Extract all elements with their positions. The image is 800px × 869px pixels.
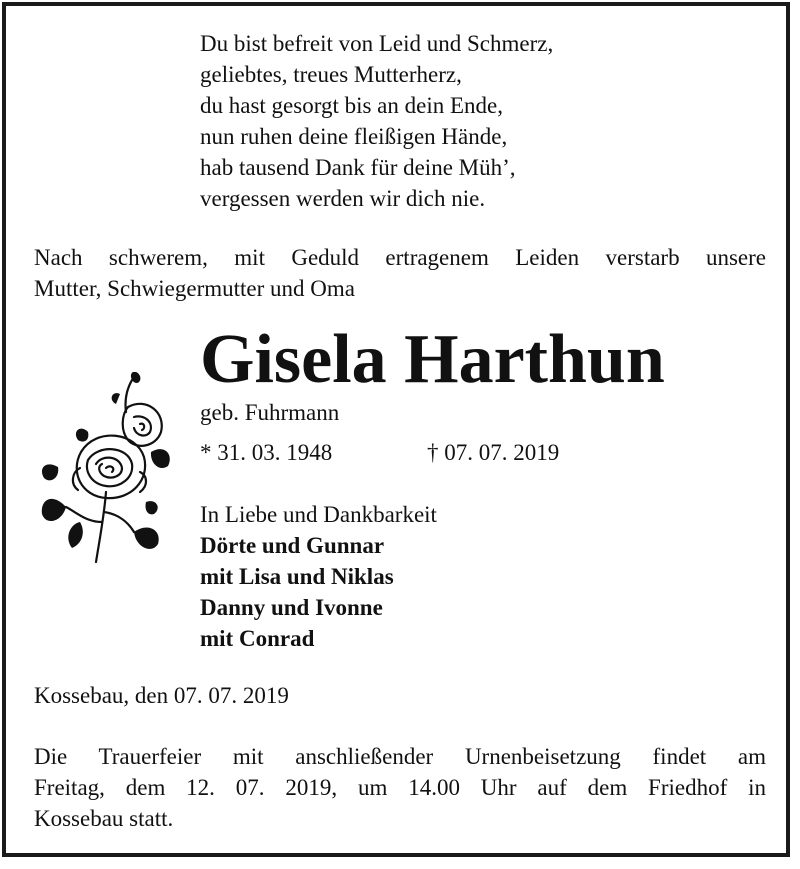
- birth-date: * 31. 03. 1948: [200, 440, 333, 465]
- mourner-name: Dörte und Gunnar: [200, 533, 385, 558]
- poem-line: hab tausend Dank für deine Müh’,: [200, 155, 516, 180]
- poem: [200, 28, 553, 214]
- maiden-name: geb. Fuhrmann: [200, 400, 340, 425]
- mourners-intro: In Liebe und Dankbarkeit: [200, 502, 437, 527]
- funeral-line: Die Trauerfeier mit anschließender Urnenbeisetzung findet am: [34, 744, 766, 769]
- poem-line: geliebtes, treues Mutterherz,: [200, 62, 462, 87]
- place-date: Kossebau, den 07. 07. 2019: [34, 683, 289, 708]
- mourner-name: mit Conrad: [200, 626, 315, 651]
- poem-line: vergessen werden wir dich nie.: [200, 186, 486, 211]
- funeral-line: Kossebau statt.: [34, 806, 174, 831]
- rose-icon: [36, 372, 176, 572]
- death-date: † 07. 07. 2019: [427, 440, 560, 465]
- poem-line: nun ruhen deine fleißigen Hände,: [200, 124, 508, 149]
- poem-line: du hast gesorgt bis an dein Ende,: [200, 93, 503, 118]
- poem-line: Du bist befreit von Leid und Schmerz,: [200, 31, 554, 56]
- death-announcement: [34, 242, 766, 304]
- funeral-line: Freitag, dem 12. 07. 2019, um 14.00 Uhr auf dem Friedhof in: [34, 775, 766, 800]
- announcement-line: Mutter, Schwiegermutter und Oma: [34, 276, 356, 301]
- funeral-notice: [34, 741, 766, 834]
- deceased-name: Gisela Harthun: [200, 321, 665, 398]
- mourners-block: [200, 499, 437, 654]
- life-dates: [200, 438, 559, 468]
- mourner-name: mit Lisa und Niklas: [200, 564, 394, 589]
- mourner-name: Danny und Ivonne: [200, 595, 383, 620]
- announcement-line: Nach schwerem, mit Geduld ertragenem Leiden verstarb unsere: [34, 245, 766, 270]
